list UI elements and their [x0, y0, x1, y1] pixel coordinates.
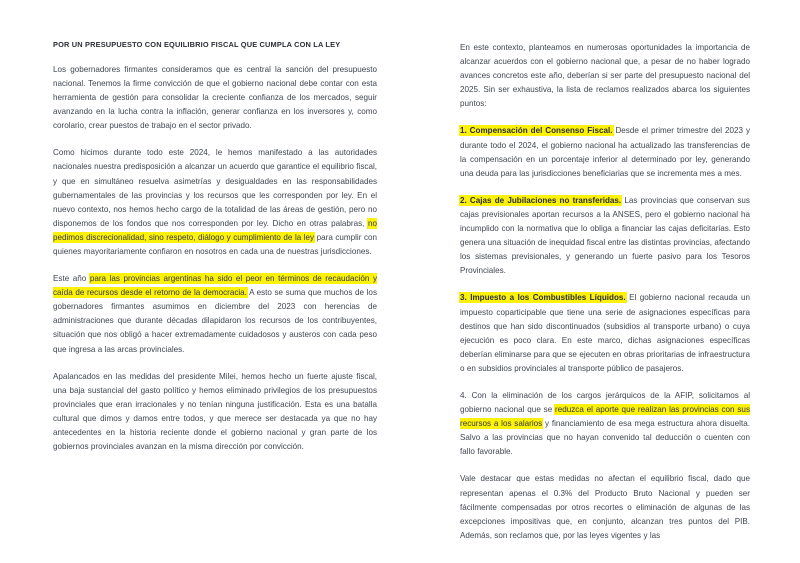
paragraph-3-text-a: Este año — [53, 274, 90, 284]
paragraph-intro-text: En este contexto, planteamos en numerosas oportunidades la importancia de alcanzar acuerdos con el gobierno nacional que, a pesar de no haber logrado avances concretos este año, deberían si ser parte del presupuesto nacional del 2025. Sin ser exhaustiva, la lista de reclamos realizados abarca los siguientes puntos: — [460, 43, 750, 109]
item-3-body: El gobierno nacional recauda un impuesto coparticipable que tiene una serie de asignaciones específicas para destinos que han sido discontinuados (subsidios al transporte urbano) o cuya ejecución es poco clara. En este marco, dichas asignaciones específicas deberían eliminarse para que se ejecuten en obras prioritarias de infraestructura o en subsidios provinciales al transporte público de pasajeros. — [460, 293, 750, 373]
paragraph-2-text-b: para cumplir con quienes mayoritariamente confiaron en nosotros en cada una de nuestras jurisdicciones. — [53, 232, 377, 256]
highlight-reduzca-aporte: reduzca el aporte que realizan las provincias con sus recursos a los salarios — [460, 405, 750, 429]
paragraph-4 — [53, 370, 377, 455]
paragraph-3-text-b: A esto se suma que muchos de los gobernadores firmantes asumimos en diciembre del 2023 con herencias de administraciones que durante décadas dilapidaron los recursos de los contribuyentes, situación que nos obligó a hacer extremadamente cuidadosos y austeros con cada peso que ingresa a las arcas provinciales. — [53, 288, 377, 354]
list-item-1 — [460, 124, 750, 180]
paragraph-2 — [53, 146, 377, 259]
list-item-2 — [460, 194, 750, 279]
item-4-text-a: 4. Con la eliminación de los cargos jerárquicos de la AFIP, solicitamos al gobierno nacional que se — [460, 390, 750, 415]
paragraph-closing — [460, 472, 750, 542]
paragraph-3 — [53, 272, 377, 357]
item-1-body: Desde el primer trimestre del 2023 y durante todo el 2024, el gobierno nacional ha actualizado las transferencias de la compensación en un porcentaje inferior al determinado por ley, generando una deuda para las jurisdicciones beneficiarias que se incrementa mes a mes. — [460, 126, 750, 178]
paragraph-4-text: Apalancados en las medidas del presidente Milei, hemos hecho un fuerte ajuste fiscal, una baja sustancial del gasto político y hemos eliminado privilegios de los presupuestos provinciales que eran irracionales y no tenían ninguna justificación. Esta es una batalla cultural que dimos y damos entre todos, y que merece ser destacada ya que no hay antecedentes en la historia reciente donde el gobierno nacional y gran parte de los gobiernos provinciales avanzan en la misma dirección por convicción. — [53, 371, 377, 452]
highlight-no-discrecionalidad: no pedimos discrecionalidad, sino respeto, diálogo y cumplimiento de la ley — [53, 218, 377, 242]
document-page-right — [405, 0, 800, 563]
paragraph-1-text: Los gobernadores firmantes consideramos que es central la sanción del presupuesto nacional. Tenemos la firme convicción de que el gobierno nacional debe contar con esta herramienta de gestión para consolidar la creciente confianza de los mercados, seguir avanzando en la lucha contra la inflación, generar confianza en los inversores y, como corolario, crear puestos de trabajo en el sector privado. — [53, 64, 377, 131]
item-2-heading: 2. Cajas de Jubilaciones no transferidas. — [460, 195, 622, 205]
list-item-3 — [460, 291, 750, 376]
list-item-4 — [460, 389, 750, 459]
item-2-body: Las provincias que conservan sus cajas previsionales aportan recursos a la ANSES, pero el gobierno nacional ha incumplido con la normativa que lo obliga a financiar las cajas deficitarias. Esto genera una situación de inequidad fiscal entre las distintas provincias, afectando los sistemas previsionales, y generando un fuerte pasivo para los Tesoros Provinciales. — [460, 195, 750, 276]
paragraph-2-text-a: Como hicimos durante todo este 2024, le hemos manifestado a las autoridades nacionales nuestra predisposición a alcanzar un acuerdo que garantice el equilibrio fiscal, y que en simultáneo resuelva asimetrías y desigualdades en las responsabilidades gubernamentales de las provincias y los recursos que les corresponden por ley. En el nuevo contexto, nos hemos hecho cargo de la totalidad de las áreas de gestión, pero no disponemos de los fondos que nos corresponden por ley. Dicho en otras palabras, — [53, 148, 377, 228]
paragraph-1 — [53, 63, 377, 133]
paragraph-intro — [460, 41, 750, 111]
item-1-heading: 1. Compensación del Consenso Fiscal. — [460, 126, 613, 136]
item-3-heading: 3. Impuesto a los Combustibles Líquidos. — [460, 293, 626, 303]
page-title: POR UN PRESUPUESTO CON EQUILIBRIO FISCAL QUE CUMPLA CON LA LEY — [53, 40, 341, 49]
highlight-peor-recaudacion: para las provincias argentinas ha sido el peor en términos de recaudación y caída de recursos desde el retorno de la democracia. — [53, 274, 377, 298]
paragraph-closing-text: Vale destacar que estas medidas no afectan el equilibrio fiscal, dado que representan apenas el 0.3% del Producto Bruto Nacional y pueden ser fácilmente compensadas por otros recortes o eliminación de algunas de las excepciones impositivas que, en conjunto, alcanzan tres puntos del PIB. Además, son reclamos que, por las leyes vigentes y las — [460, 474, 750, 540]
item-4-text-b: y financiamiento de esa mega estructura ahora disuelta. Salvo a las provincias que no hayan convenido tal deducción o cuenten con fallo favorable. — [460, 419, 750, 457]
